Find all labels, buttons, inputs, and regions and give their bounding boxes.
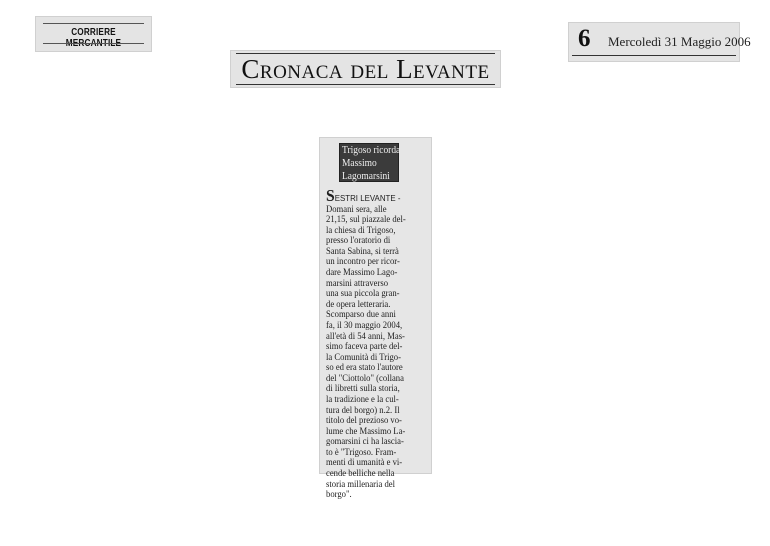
article-line: all'età di 54 anni, Mas- bbox=[326, 331, 405, 342]
newspaper-name: CORRIERE bbox=[71, 27, 116, 38]
article-line: la Comunità di Trigo- bbox=[326, 352, 402, 363]
drop-cap: S bbox=[326, 186, 335, 205]
article-line: lume che Massimo La- bbox=[326, 426, 406, 437]
newspaper-masthead-clipping bbox=[35, 16, 152, 52]
article-line: fa, il 30 maggio 2004, bbox=[326, 320, 403, 331]
page-info-rule bbox=[572, 55, 736, 56]
article-line: cende belliche nella bbox=[326, 469, 395, 480]
article-line: tura del borgo) n.2. Il bbox=[326, 405, 400, 416]
article-body bbox=[326, 186, 430, 501]
article-line: dare Massimo Lago- bbox=[326, 268, 398, 279]
section-header-clipping bbox=[230, 50, 501, 88]
article-line: marsini attraverso bbox=[326, 278, 389, 289]
article-line: gomarsini ci ha lascia- bbox=[326, 437, 404, 448]
masthead-bottom-rule bbox=[43, 43, 144, 44]
article-line: de opera letteraria. bbox=[326, 299, 391, 310]
headline-line: Lagomarsini bbox=[342, 170, 390, 182]
article-line: del "Ciottolo" (collana bbox=[326, 373, 404, 384]
article-line: la chiesa di Trigoso, bbox=[326, 225, 396, 236]
article-headline bbox=[339, 143, 399, 182]
article-line: storia millenaria del bbox=[326, 479, 395, 490]
publication-date: Mercoledì 31 Maggio 2006 bbox=[608, 34, 751, 49]
article-line: so ed era stato l'autore bbox=[326, 363, 403, 374]
article-first-line bbox=[326, 186, 422, 205]
article-dateline: ESTRI LEVANTE - bbox=[334, 193, 401, 203]
article-line: di libretti sulla storia, bbox=[326, 384, 400, 395]
article-line: 21,15, sul piazzale del- bbox=[326, 215, 406, 226]
section-bottom-rule bbox=[236, 84, 495, 85]
page-info-clipping bbox=[568, 22, 751, 62]
article-line: una sua piccola gran- bbox=[326, 289, 400, 300]
article-line: la tradizione e la cul- bbox=[326, 394, 399, 405]
article-line: to è "Trigoso. Fram- bbox=[326, 447, 397, 458]
section-title: Cronaca del Levante bbox=[241, 54, 490, 84]
article-line: Scomparso due anni bbox=[326, 310, 396, 321]
page-number: 6 bbox=[578, 25, 591, 52]
headline-line: Massimo bbox=[342, 157, 377, 169]
article-line: titolo del prezioso vo- bbox=[326, 416, 402, 427]
masthead-top-rule bbox=[43, 23, 144, 24]
article-line: presso l'oratorio di bbox=[326, 236, 391, 247]
article-clipping bbox=[319, 137, 432, 501]
article-line: menti di umanità e vi- bbox=[326, 458, 403, 469]
article-line: un incontro per ricor- bbox=[326, 257, 400, 268]
article-line: simo faceva parte del- bbox=[326, 342, 403, 353]
headline-line: Trigoso ricorda bbox=[342, 144, 401, 156]
article-line: Domani sera, alle bbox=[326, 204, 387, 215]
article-line: Santa Sabina, si terrà bbox=[326, 246, 399, 257]
article-line: borgo". bbox=[326, 490, 352, 501]
